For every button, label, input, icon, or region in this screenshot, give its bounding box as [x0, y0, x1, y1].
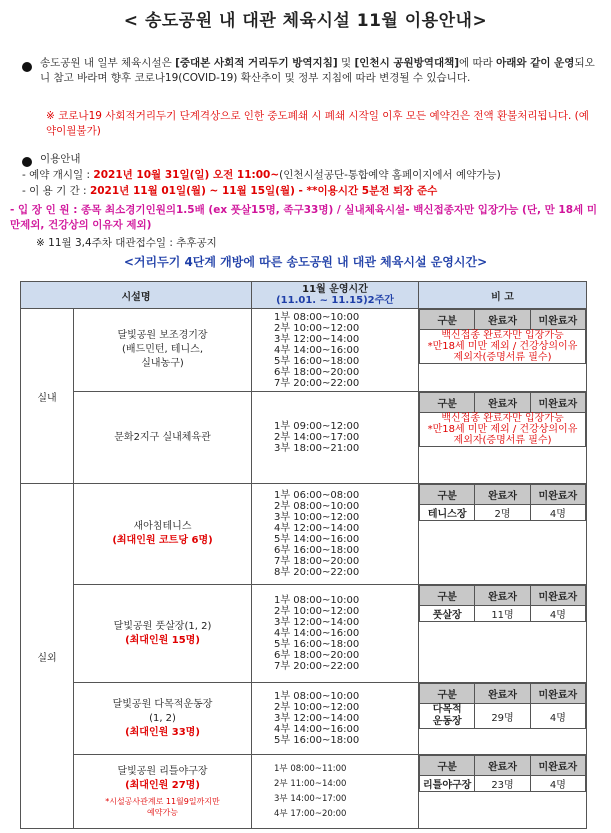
schedule: 1부 08:00~10:00 2부 10:00~12:00 3부 12:00~14:00 4부 14:00~16:00 5부 16:00~18:00 — [252, 683, 419, 755]
facility-name: 달빛공원 풋살장(1, 2) (최대인원 15명) — [74, 585, 252, 683]
bullet-icon — [22, 62, 32, 72]
header-note: 비 고 — [419, 282, 587, 309]
note-cell: 구분 완료자 미완료자 백신접종 완료자만 입장가능 *만18세 미만 제외 / 건강상의이유 제외자(증명서류 필수) — [419, 309, 587, 392]
category-outdoor: 실외 — [21, 484, 74, 829]
bullet-icon — [22, 157, 32, 167]
schedule: 1부 08:00~10:00 2부 10:00~12:00 3부 12:00~14:00 4부 14:00~16:00 5부 16:00~18:00 6부 18:00~20:00 7부 20:00~22:00 — [252, 585, 419, 683]
table-header — [21, 282, 587, 309]
table-subtitle: <거리두기 4단계 개방에 따른 송도공원 내 대관 체육시설 운영시간> — [123, 255, 488, 269]
schedule: 1부 09:00~12:00 2부 14:00~17:00 3부 18:00~21:00 — [252, 392, 419, 484]
refund-note: ※ 코로나19 사회적거리두기 단계격상으로 인한 중도폐쇄 시 폐쇄 시작일 이후 모든 예약건은 전액 환불처리됩니다. (예약이월불가) — [46, 110, 589, 137]
facility-name: 달빛공원 다목적운동장 (1, 2) (최대인원 33명) — [74, 683, 252, 755]
note-cell: 구분 완료자 미완료자 테니스장 2명 4명 — [419, 484, 587, 585]
vaccine-note: 백신접종 완료자만 입장가능 *만18세 미만 제외 / 건강상의이유 제외자(증명서류 필수) — [420, 330, 586, 364]
facility-table — [20, 281, 587, 829]
note-cell: 구분 완료자 미완료자 풋살장 11명 4명 — [419, 585, 587, 683]
table-row — [21, 683, 587, 755]
guide-capacity: - 입 장 인 원 : 종목 최소경기인원의1.5배 (ex 풋살15명, 족구33명) / 실내체육시설- 백신접종자만 입장가능 (단, 만 18세 미만제외, 건강상의 이유자 제외) — [10, 204, 597, 231]
category-indoor: 실내 — [21, 309, 74, 484]
table-row — [21, 755, 587, 829]
note-cell: 구분 완료자 미완료자 다목적 운동장 29명 4명 — [419, 683, 587, 755]
vaccine-note: 백신접종 완료자만 입장가능 *만18세 미만 제외 / 건강상의이유 제외자(증명서류 필수) — [420, 413, 586, 447]
guide-notice: ※ 11월 3,4주차 대관접수일 : 추후공지 — [36, 237, 217, 249]
intro-paragraph: 송도공원 내 일부 체육시설은 [중대본 사회적 거리두기 방역지침] 및 [인천시 공원방역대책]에 따라 아래와 같이 운영되오니 참고 바라며 향후 코로나19(COVID-19) 확산추이 및 정부 지침에 따라 변경될 수 있습니다. — [40, 57, 595, 84]
guide-heading: 이용안내 — [40, 153, 81, 165]
table-row — [21, 585, 587, 683]
schedule: 1부 08:00~11:00 2부 11:00~14:00 3부 14:00~17:00 4부 17:00~20:00 — [252, 755, 419, 829]
facility-name: 새아침테니스 (최대인원 코트당 6명) — [74, 484, 252, 585]
note-cell: 구분 완료자 미완료자 리틀야구장 23명 4명 — [419, 755, 587, 829]
guide-period: - 이 용 기 간 : 2021년 11월 01일(월) ~ 11월 15일(월) - **이용시간 5분전 퇴장 준수 — [22, 185, 438, 197]
table-row — [21, 484, 587, 585]
table-row — [21, 309, 587, 392]
header-time: 11월 운영시간 (11.01. ~ 11.15)2주간 — [252, 282, 419, 309]
table-row — [21, 392, 587, 484]
header-facility: 시설명 — [21, 282, 252, 309]
facility-name: 문화2지구 실내체육관 — [74, 392, 252, 484]
facility-name: 달빛공원 리틀야구장 (최대인원 27명) *시설공사관계로 11월9일까지만 예약가능 — [74, 755, 252, 829]
schedule: 1부 06:00~08:00 2부 08:00~10:00 3부 10:00~12:00 4부 12:00~14:00 5부 14:00~16:00 6부 16:00~18:00 7부 18:00~20:00 8부 20:00~22:00 — [252, 484, 419, 585]
page-title: < 송도공원 내 대관 체육시설 11월 이용안내> — [123, 11, 488, 31]
schedule: 1부 08:00~10:00 2부 10:00~12:00 3부 12:00~14:00 4부 14:00~16:00 5부 16:00~18:00 6부 18:00~20:00 7부 20:00~22:00 — [252, 309, 419, 392]
facility-name: 달빛공원 보조경기장 (배드민턴, 테니스, 실내농구) — [74, 309, 252, 392]
note-cell: 구분 완료자 미완료자 백신접종 완료자만 입장가능 *만18세 미만 제외 / 건강상의이유 제외자(증명서류 필수) — [419, 392, 587, 484]
guide-reservation: - 예약 개시일 : 2021년 10월 31일(일) 오전 11:00~(인천시설공단-통합예약 홈페이지에서 예약가능) — [22, 169, 501, 181]
